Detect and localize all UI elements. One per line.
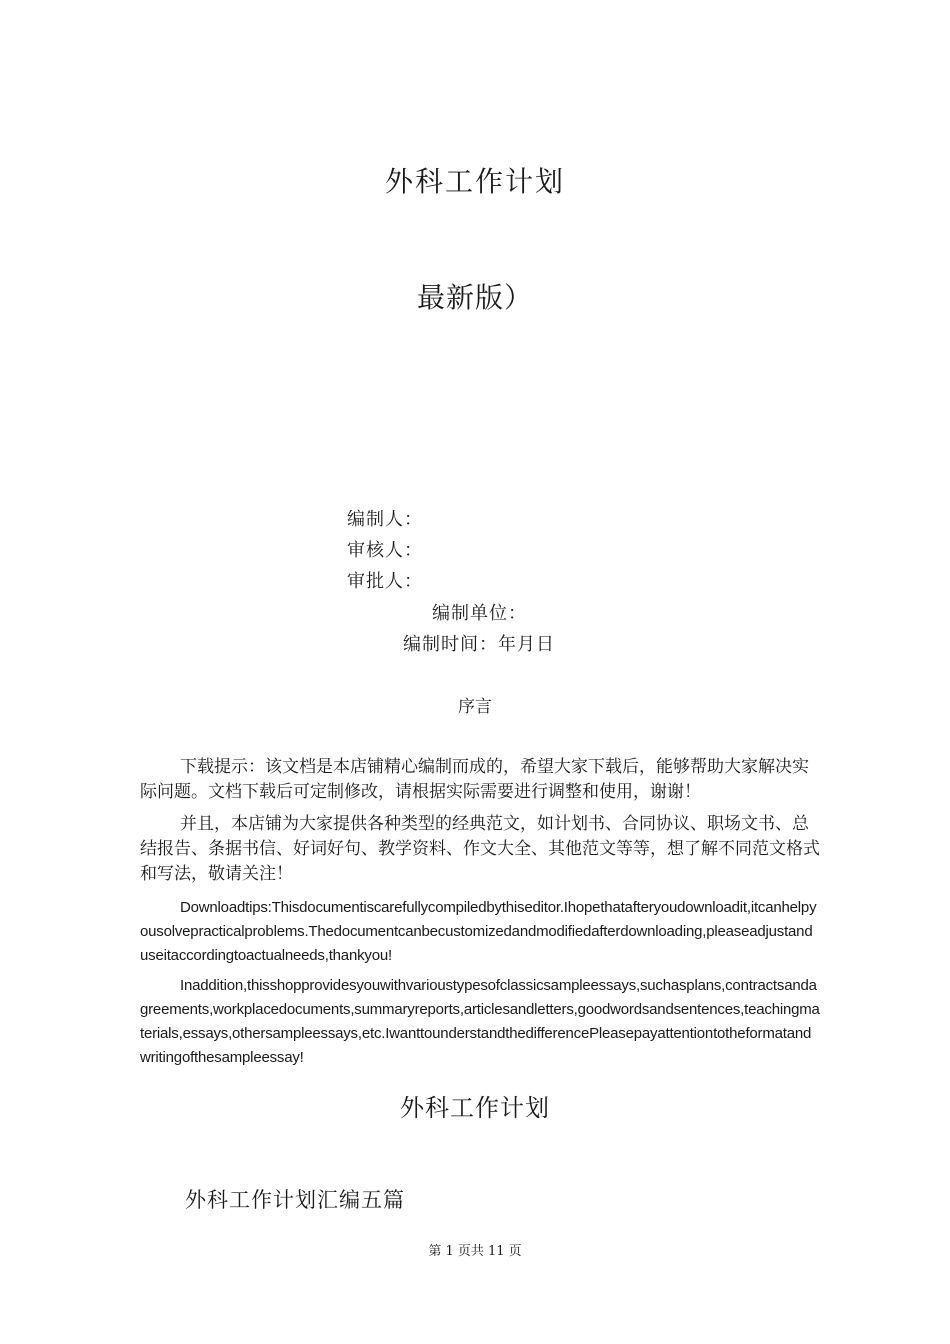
section-title: 外科工作计划 — [400, 1094, 550, 1122]
preface-paragraph-en: Inaddition,thisshopprovidesyouwithvarioustypesofclassicsampleessays,suchasplans,contractsandagreements,workplacedocuments,summaryreports,articlesandletters,goodwordsandsentences,teachingmaterials,essays,othersampleessays,etc.IwanttounderstandthedifferencePleasepayattentiontotheformatandwritingofthesampleessay! — [140, 977, 820, 1066]
document-title: 外科工作计划 — [384, 165, 565, 198]
preface-heading: 序言 — [458, 697, 492, 717]
document-subtitle: 最新版） — [416, 281, 533, 314]
editor-label: 编制人： — [347, 509, 423, 530]
date-label: 编制时间：年月日 — [403, 634, 555, 655]
reviewer-label: 审核人： — [347, 540, 423, 561]
preface-paragraph: 并且，本店铺为大家提供各种类型的经典范文，如计划书、合同协议、职场文书、总结报告、条据书信、好词好句、教学资料、作文大全、其他范文等等，想了解不同范文格式和写法，敬请关注！ — [140, 814, 820, 884]
unit-label: 编制单位： — [432, 603, 527, 624]
page-footer: 第 1 页共 11 页 — [428, 1244, 522, 1259]
sub-section-title: 外科工作计划汇编五篇 — [185, 1188, 405, 1212]
preface-paragraph: 下载提示：该文档是本店铺精心编制而成的，希望大家下载后，能够帮助大家解决实际问题。文档下载后可定制修改，请根据实际需要进行调整和使用，谢谢！ — [140, 757, 809, 802]
preface-paragraph-en: Downloadtips:Thisdocumentiscarefullycompiledbythiseditor.Ihopethatafteryoudownloadit,itcanhelpyousolvepracticalproblems.Thedocumentcanbecustomizedandmodifiedafterdownloading,pleaseadjustanduseitaccordingtoactualneeds,thankyou! — [140, 899, 817, 964]
approver-label: 审批人： — [347, 571, 423, 592]
